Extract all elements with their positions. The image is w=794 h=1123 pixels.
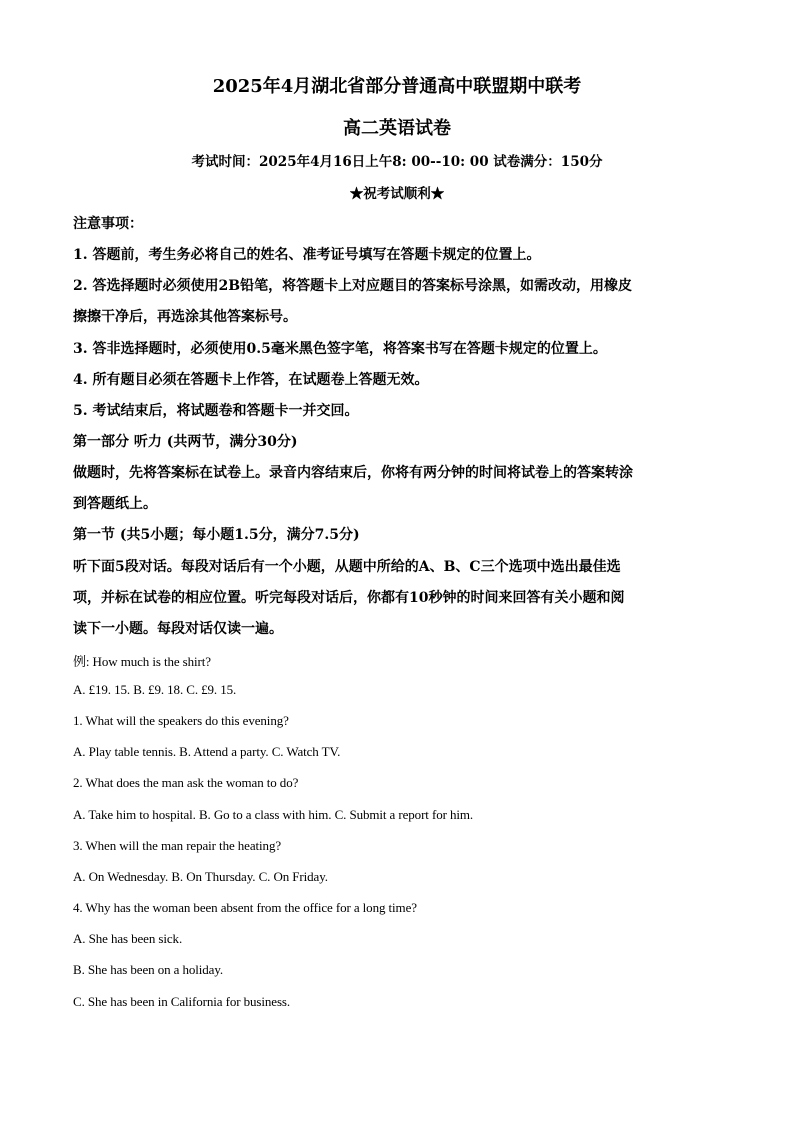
question-2: 2. What does the man ask the woman to do? [73,775,299,790]
exam-title: 2025年4月湖北省部分普通高中联盟期中联考 [212,76,582,97]
exam-wish: ★祝考试顺利★ [349,186,445,202]
part1-instruction-2: 到答题纸上。 [73,496,157,512]
example-question: 例: How much is the shirt? [73,654,211,669]
question-4-option-a: A. She has been sick. [73,931,183,946]
question-3-options: A. On Wednesday. B. On Thursday. C. On Friday. [73,869,328,884]
question-3: 3. When will the man repair the heating? [73,838,282,853]
question-2-options: A. Take him to hospital. B. Go to a class with him. C. Submit a report for him. [73,807,474,822]
note-item-4: 4. 所有题目必须在答题卡上作答，在试题卷上答题无效。 [73,372,429,388]
question-4-option-c: C. She has been in California for business. [73,994,291,1009]
example-options: A. £19. 15. B. £9. 18. C. £9. 15. [73,682,237,697]
question-1-options: A. Play table tennis. B. Attend a party. C. Watch TV. [73,744,341,759]
question-1: 1. What will the speakers do this evening? [73,713,289,728]
part1-instruction-1: 做题时，先将答案标在试卷上。录音内容结束后，你将有两分钟的时间将试卷上的答案转涂 [73,465,633,481]
exam-subtitle: 高二英语试卷 [343,118,451,139]
note-item-2-cont: 擦擦干净后，再选涂其他答案标号。 [73,309,297,325]
note-item-5: 5. 考试结束后，将试题卷和答题卡一并交回。 [73,403,359,419]
note-item-2: 2. 答选择题时必须使用2B铅笔，将答题卡上对应题目的答案标号涂黑，如需改动，用橡皮 [73,278,633,294]
section1-instruction-2: 项，并标在试卷的相应位置。听完每段对话后，你都有10秒钟的时间来回答有关小题和阅 [73,590,625,606]
section1-heading: 第一节 (共5小题；每小题1.5分，满分7.5分) [73,527,360,543]
part1-heading: 第一部分 听力 (共两节，满分30分) [73,434,298,450]
notes-heading: 注意事项： [73,216,143,232]
note-item-1: 1. 答题前，考生务必将自己的姓名、准考证号填写在答题卡规定的位置上。 [73,247,541,263]
question-4-option-b: B. She has been on a holiday. [73,962,224,977]
section1-instruction-1: 听下面5段对话。每段对话后有一个小题，从题中所给的A、B、C三个选项中选出最佳选 [73,559,621,575]
exam-info: 考试时间：2025年4月16日上午8: 00--10: 00 试卷满分：150分 [191,154,603,170]
note-item-3: 3. 答非选择题时，必须使用0.5毫米黑色签字笔，将答案书写在答题卡规定的位置上。 [73,341,607,357]
section1-instruction-3: 读下一小题。每段对话仅读一遍。 [73,621,283,637]
question-4: 4. Why has the woman been absent from the office for a long time? [73,900,417,915]
